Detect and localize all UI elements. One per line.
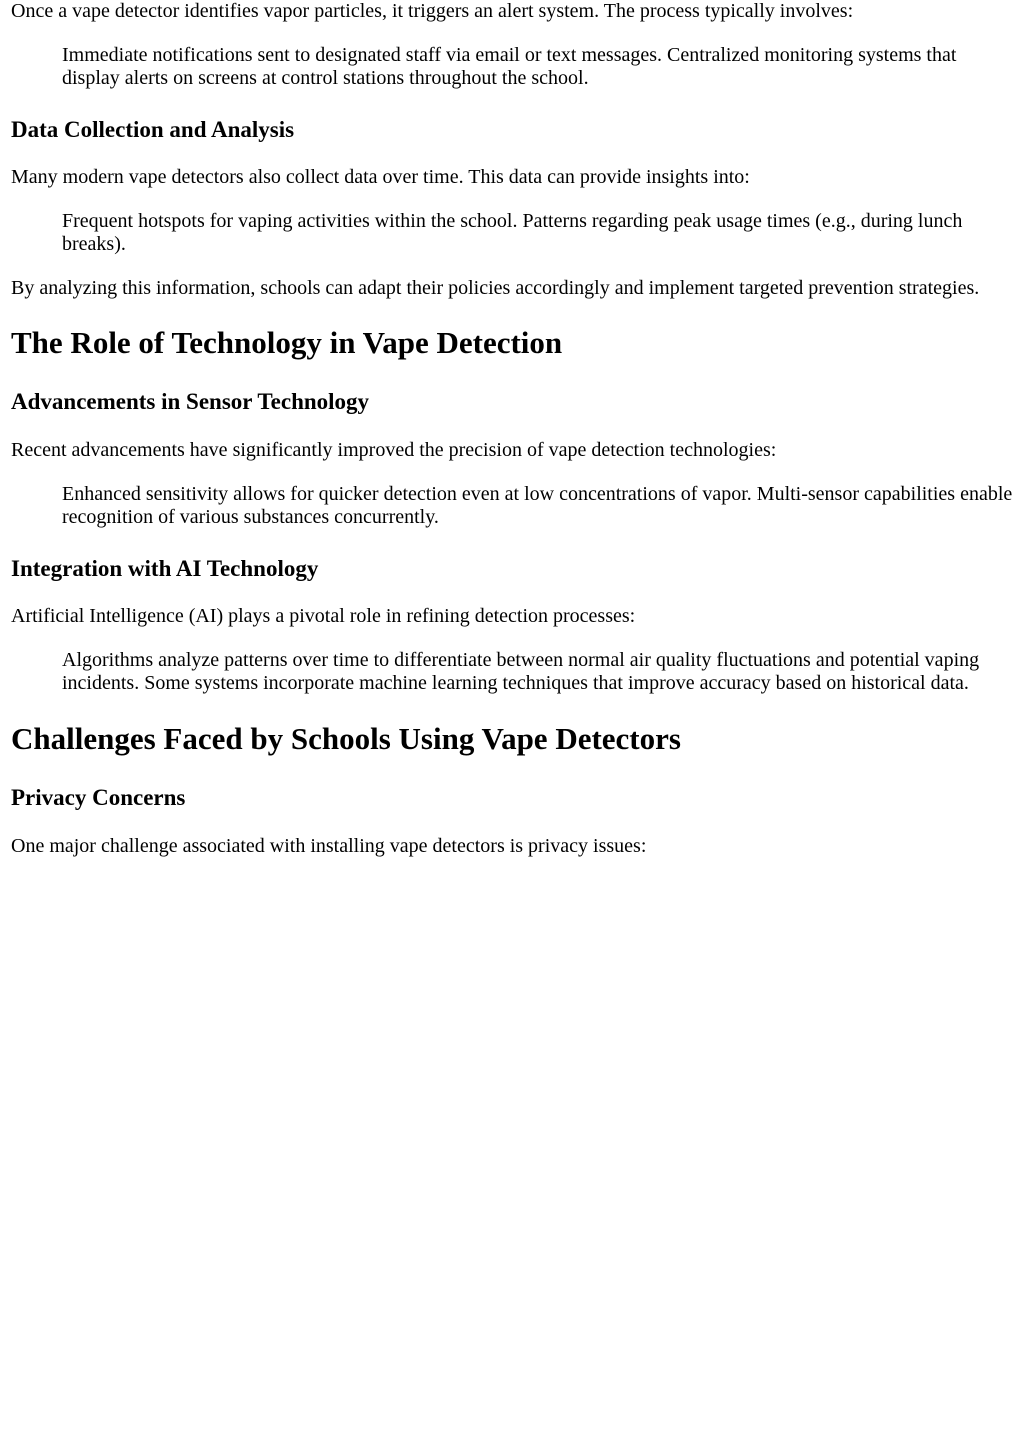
data-collection-paragraph: Many modern vape detectors also collect data over time. This data can provide insights into:: [11, 166, 750, 188]
data-collection-heading: Data Collection and Analysis: [11, 117, 295, 142]
ai-blockquote: Algorithms analyze patterns over time to differentiate between normal air quality fluctuations and potential vaping incidents. Some systems incorporate machine learning techniques that improve accuracy based on historical data.: [62, 649, 980, 694]
sensor-technology-heading: Advancements in Sensor Technology: [11, 389, 370, 414]
intro-paragraph: Once a vape detector identifies vapor particles, it triggers an alert system. The process typically involves:: [11, 0, 854, 22]
technology-role-heading: The Role of Technology in Vape Detection: [11, 325, 563, 360]
alerts-blockquote: Immediate notifications sent to designated staff via email or text messages. Centralized monitoring systems that display alerts on screens at control stations throughout the school.: [62, 44, 957, 89]
sensor-paragraph: Recent advancements have significantly improved the precision of vape detection technologies:: [11, 439, 777, 461]
data-insights-blockquote: Frequent hotspots for vaping activities within the school. Patterns regarding peak usage times (e.g., during lunch breaks).: [62, 210, 963, 255]
challenges-heading: Challenges Faced by Schools Using Vape Detectors: [11, 721, 681, 756]
ai-paragraph: Artificial Intelligence (AI) plays a pivotal role in refining detection processes:: [11, 605, 636, 627]
sensor-blockquote: Enhanced sensitivity allows for quicker detection even at low concentrations of vapor. Multi-sensor capabilities enable recognition of various substances concurrently.: [62, 483, 1013, 528]
privacy-paragraph: One major challenge associated with installing vape detectors is privacy issues:: [11, 835, 647, 857]
analyzing-paragraph: By analyzing this information, schools can adapt their policies accordingly and implement targeted prevention strategies.: [11, 277, 980, 299]
ai-integration-heading: Integration with AI Technology: [11, 556, 319, 581]
privacy-concerns-heading: Privacy Concerns: [11, 785, 186, 810]
